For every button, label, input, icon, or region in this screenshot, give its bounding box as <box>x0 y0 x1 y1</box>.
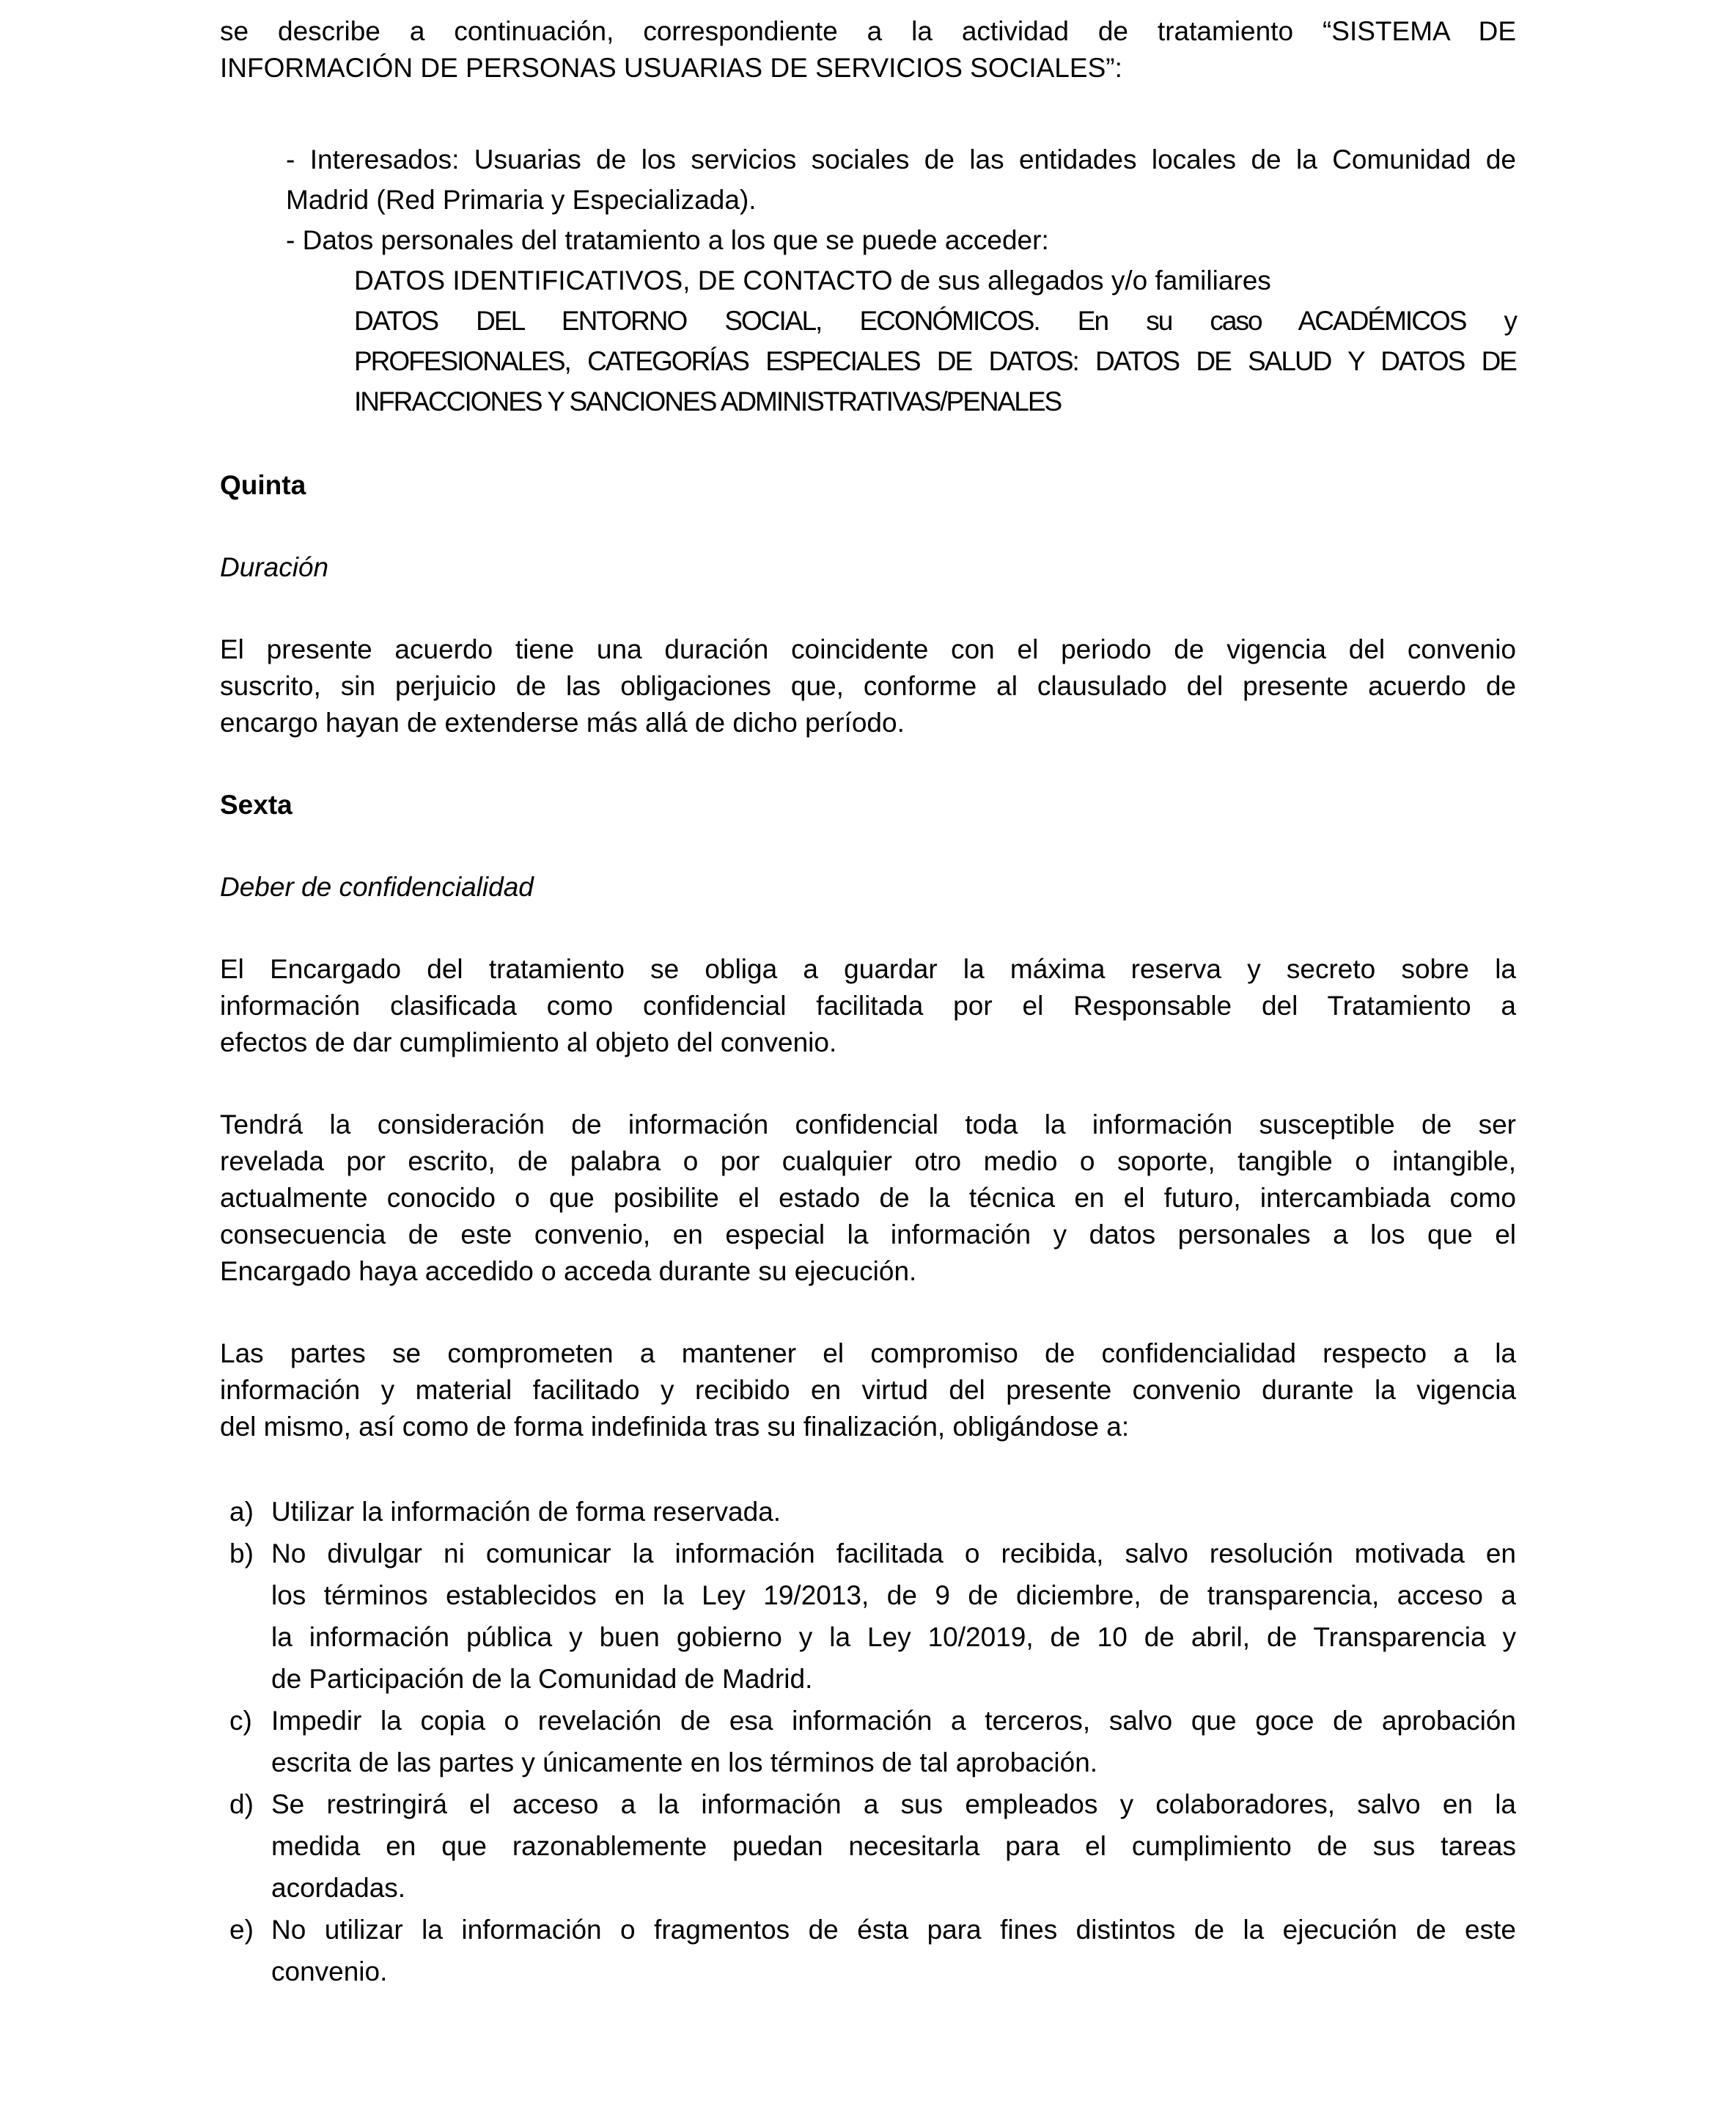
duracion-paragraph <box>220 631 1516 741</box>
text-line: se describe a continuación, correspondiente a la actividad de tratamiento “SISTEMA DE <box>220 16 1516 46</box>
informacion-confidencial-paragraph <box>220 1107 1516 1290</box>
text-line: revelada por escrito, de palabra o por cualquier otro medio o soporte, tangible o intangible, <box>220 1146 1516 1176</box>
text-line: Quinta <box>220 470 306 500</box>
obligation-item-b <box>229 1533 1516 1700</box>
list-marker: c) <box>229 1706 252 1736</box>
intro-paragraph <box>220 13 1516 87</box>
text-line: Madrid (Red Primaria y Especializada). <box>286 185 757 215</box>
text-line: Se restringirá el acceso a la información a sus empleados y colaboradores, salvo en la <box>271 1789 1516 1819</box>
text-line: INFORMACIÓN DE PERSONAS USUARIAS DE SERVICIOS SOCIALES”: <box>220 53 1122 83</box>
obligation-item-c <box>229 1700 1516 1783</box>
text-line: consecuencia de este convenio, en especial la información y datos personales a los que el <box>220 1219 1516 1250</box>
text-line: acordadas. <box>271 1873 406 1903</box>
obligation-item-a <box>229 1491 1516 1533</box>
text-line: DATOS IDENTIFICATIVOS, DE CONTACTO de sus allegados y/o familiares <box>354 265 1271 296</box>
text-line: El Encargado del tratamiento se obliga a guardar la máxima reserva y secreto sobre la <box>220 954 1516 984</box>
text-line: Duración <box>220 552 329 582</box>
list-marker: d) <box>229 1789 254 1819</box>
text-line: medida en que razonablemente puedan necesitarla para el cumplimiento de sus tareas <box>271 1831 1516 1861</box>
text-line: Sexta <box>220 790 293 820</box>
text-line: información y material facilitado y recibido en virtud del presente convenio durante la vigencia <box>220 1375 1516 1405</box>
document-page <box>220 0 1516 1992</box>
text-line: Encargado haya accedido o acceda durante su ejecución. <box>220 1256 917 1286</box>
text-line: de Participación de la Comunidad de Madrid. <box>271 1664 813 1694</box>
text-line: PROFESIONALES, CATEGORÍAS ESPECIALES DE DATOS: DATOS DE SALUD Y DATOS DE <box>354 346 1516 376</box>
datos-identificativos-line <box>354 260 1516 301</box>
text-line: efectos de dar cumplimiento al objeto del convenio. <box>220 1027 837 1057</box>
text-line: El presente acuerdo tiene una duración coincidente con el periodo de vigencia del convenio <box>220 634 1516 664</box>
duracion-subheading <box>220 549 1516 586</box>
text-line: encargo hayan de extenderse más allá de dicho período. <box>220 708 905 738</box>
text-line: convenio. <box>271 1956 388 1986</box>
text-line: Impedir la copia o revelación de esa información a terceros, salvo que goce de aprobación <box>271 1706 1516 1736</box>
text-line: suscrito, sin perjuicio de las obligaciones que, conforme al clausulado del presente acuerdo de <box>220 671 1516 701</box>
text-line: actualmente conocido o que posibilite el estado de la técnica en el futuro, intercambiada como <box>220 1183 1516 1213</box>
text-line: No utilizar la información o fragmentos de ésta para fines distintos de la ejecución de este <box>271 1915 1516 1945</box>
text-line: Deber de confidencialidad <box>220 872 534 902</box>
list-marker: a) <box>229 1497 254 1527</box>
interesados-item <box>286 139 1516 220</box>
obligation-item-e <box>229 1909 1516 1992</box>
text-line: escrita de las partes y únicamente en los términos de tal aprobación. <box>271 1747 1098 1777</box>
datos-personales-item <box>286 220 1516 260</box>
deber-confidencialidad-subheading <box>220 869 1516 906</box>
compromiso-paragraph <box>220 1335 1516 1445</box>
encargado-paragraph <box>220 951 1516 1061</box>
text-line: DATOS DEL ENTORNO SOCIAL, ECONÓMICOS. En su caso ACADÉMICOS y <box>354 306 1516 336</box>
text-line: Tendrá la consideración de información confidencial toda la información susceptible de ser <box>220 1109 1516 1140</box>
text-line: - Datos personales del tratamiento a los que se puede acceder: <box>286 225 1049 255</box>
obligation-item-d <box>229 1783 1516 1909</box>
clause-quinta-heading <box>220 467 1516 504</box>
datos-entorno-paragraph <box>354 301 1516 422</box>
text-line: Las partes se comprometen a mantener el compromiso de confidencialidad respecto a la <box>220 1338 1516 1368</box>
list-marker: e) <box>229 1915 254 1945</box>
text-line: del mismo, así como de forma indefinida tras su finalización, obligándose a: <box>220 1412 1130 1442</box>
text-line: No divulgar ni comunicar la información facilitada o recibida, salvo resolución motivada en <box>271 1538 1516 1569</box>
text-line: Utilizar la información de forma reservada. <box>271 1497 781 1527</box>
text-line: la información pública y buen gobierno y la Ley 10/2019, de 10 de abril, de Transparencia y <box>271 1622 1516 1652</box>
text-line: INFRACCIONES Y SANCIONES ADMINISTRATIVAS/PENALES <box>354 386 1062 417</box>
list-marker: b) <box>229 1538 254 1569</box>
text-line: información clasificada como confidencial facilitada por el Responsable del Tratamiento a <box>220 991 1516 1021</box>
document-body <box>220 13 1516 1992</box>
text-line: - Interesados: Usuarias de los servicios sociales de las entidades locales de la Comunidad de <box>286 144 1516 175</box>
text-line: los términos establecidos en la Ley 19/2013, de 9 de diciembre, de transparencia, acceso a <box>271 1580 1516 1610</box>
clause-sexta-heading <box>220 787 1516 823</box>
